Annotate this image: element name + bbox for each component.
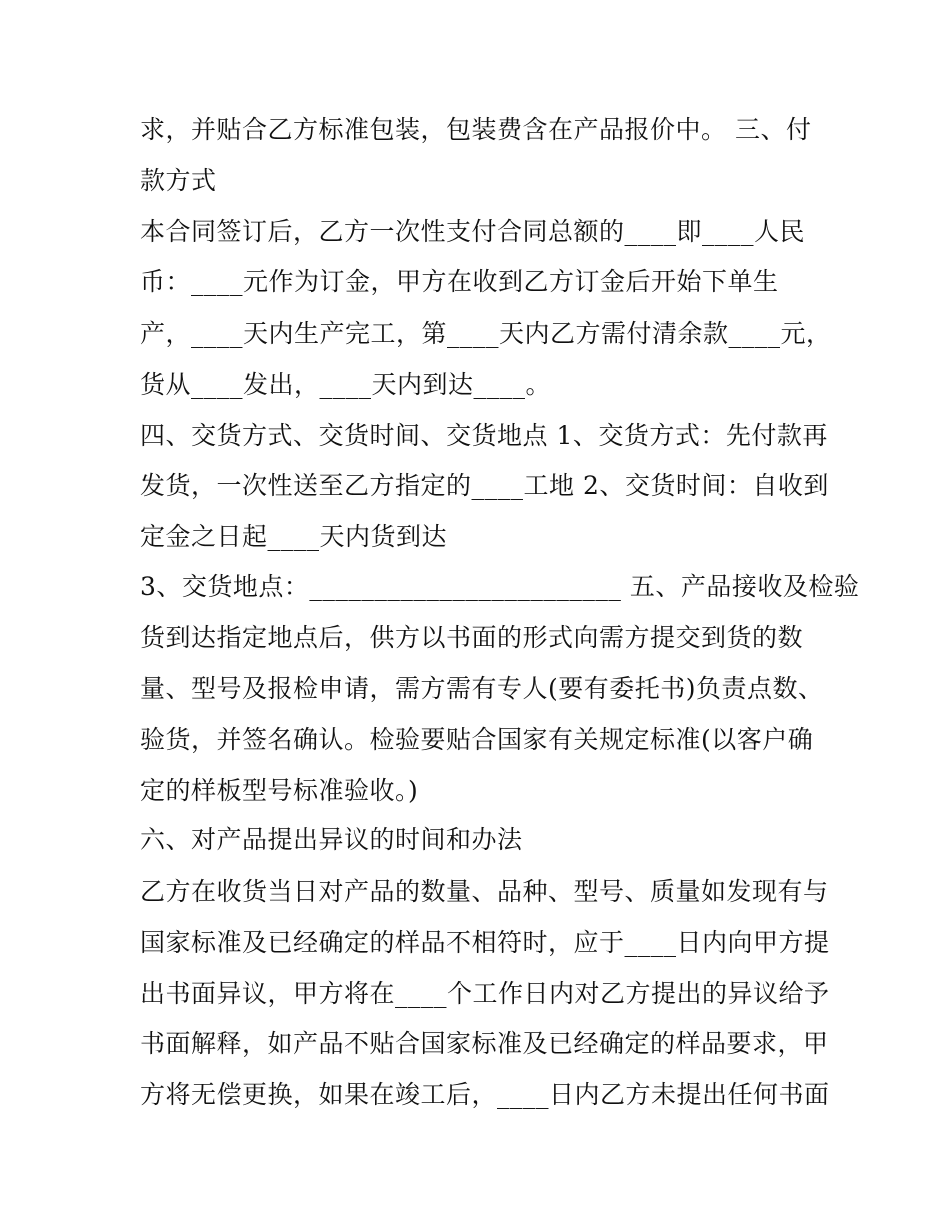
text-line: 币：____元作为订金，甲方在收到乙方订金后开始下单生 [140,267,779,296]
text-line: 本合同签订后，乙方一次性支付合同总额的____即____人民 [140,217,806,246]
text-line: 六、对产品提出异议的时间和办法 [140,825,523,854]
text-line: 验货，并签名确认。检验要贴合国家有关规定标准(以客户确 [140,725,814,754]
text-line: 产，____天内生产完工，第____天内乙方需付清余款____元， [140,319,832,348]
text-line: 货从____发出，____天内到达____。 [140,370,552,399]
text-line: 书面解释，如产品不贴合国家标准及已经确定的样品要求，甲 [140,1029,829,1058]
text-line: 货到达指定地点后，供方以书面的形式向需方提交到货的数 [140,623,804,652]
text-line: 发货，一次性送至乙方指定的____工地 2、交货时间：自收到 [140,471,829,500]
text-line: 求，并贴合乙方标准包装，包装费含在产品报价中。 三、付 [140,115,812,144]
text-line: 四、交货方式、交货时间、交货地点 1、交货方式：先付款再 [140,421,828,450]
text-line: 出书面异议，甲方将在____个工作日内对乙方提出的异议给予 [140,979,830,1008]
text-line: 方将无偿更换，如果在竣工后，____日内乙方未提出任何书面 [140,1080,830,1109]
text-line: 3、交货地点：________________________ 五、产品接收及检验 [140,572,860,601]
text-line: 款方式 [140,166,217,195]
text-line: 定金之日起____天内货到达 [140,522,448,551]
text-line: 国家标准及已经确定的样品不相符时，应于____日内向甲方提 [140,928,830,957]
text-line: 定的样板型号标准验收。) [140,776,419,805]
text-line: 量、型号及报检申请，需方需有专人(要有委托书)负责点数、 [140,674,824,703]
text-line: 乙方在收货当日对产品的数量、品种、型号、质量如发现有与 [140,877,829,906]
